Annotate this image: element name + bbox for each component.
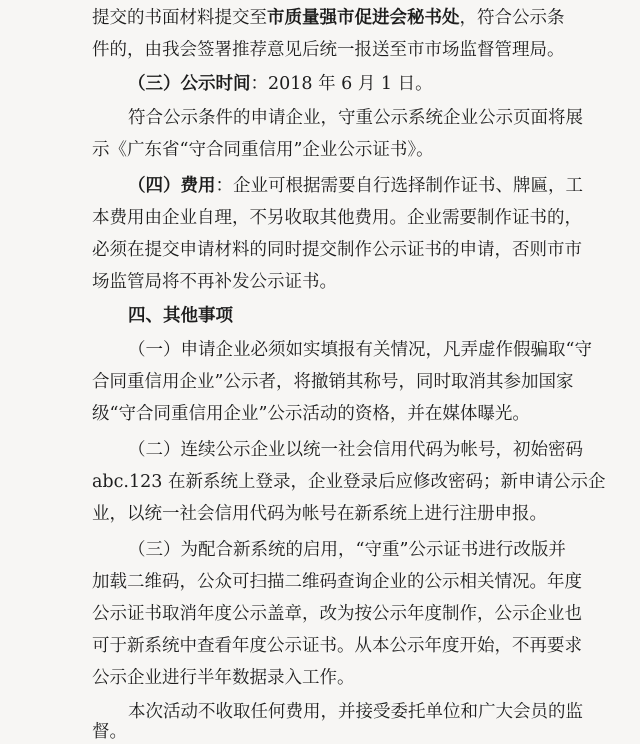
paragraph-line-22: 本次活动不收取任何费用，并接受委托单位和广大会员的监 xyxy=(128,702,583,722)
secretariat-name: 市质量强市促进会秘书处 xyxy=(267,8,460,28)
section-other-matters: 四、其他事项 xyxy=(128,306,233,326)
paragraph-line-9: 场监管局将不再补发公示证书。 xyxy=(92,272,337,292)
section-fees: （四）费用：企业可根据需要自行选择制作证书、牌匾，工 xyxy=(128,176,583,196)
paragraph-line-17: （三）为配合新系统的启用，“守重”公示证书进行改版并 xyxy=(128,540,566,560)
paragraph-line-12: 合同重信用企业”公示者，将撤销其称号，同时取消其参加国家 xyxy=(92,372,574,392)
paragraph-line-1: 提交的书面材料提交至市质量强市促进会秘书处，符合公示条 xyxy=(92,8,565,28)
paragraph-line-11: （一）申请企业必须如实填报有关情况，凡弄虚作假骗取“守 xyxy=(128,340,592,360)
paragraph-line-13: 级“守合同重信用企业”公示活动的资格，并在媒体曝光。 xyxy=(92,404,530,424)
paragraph-line-5: 示《广东省“守合同重信用”企业公示证书》。 xyxy=(92,140,434,160)
paragraph-line-16: 业，以统一社会信用代码为帐号在新系统上进行注册申报。 xyxy=(92,504,547,524)
paragraph-line-7: 本费用由企业自理，不另收取其他费用。企业需要制作证书的， xyxy=(92,208,582,228)
paragraph-line-15: abc.123 在新系统上登录，企业登录后应修改密码；新申请公示企 xyxy=(92,472,606,492)
paragraph-line-14: （二）连续公示企业以统一社会信用代码为帐号，初始密码 xyxy=(128,440,583,460)
paragraph-line-23: 督。 xyxy=(92,722,127,742)
paragraph-line-4: 符合公示条件的申请企业，守重公示系统企业公示页面将展 xyxy=(128,108,583,128)
section-heading: （四）费用 xyxy=(128,176,216,196)
section-heading: （三）公示时间 xyxy=(128,74,251,94)
paragraph-line-2: 件的，由我会签署推荐意见后统一报送至市市场监督管理局。 xyxy=(92,40,565,60)
paragraph-line-20: 可于新系统中查看年度公示证书。从本公示年度开始，不再要求 xyxy=(92,636,582,656)
paragraph-line-19: 公示证书取消年度公示盖章，改为按公示年度制作，公示企业也 xyxy=(92,604,582,624)
paragraph-line-8: 必须在提交申请材料的同时提交制作公示证书的申请，否则市市 xyxy=(92,240,582,260)
section-publicity-time: （三）公示时间：2018 年 6 月 1 日。 xyxy=(128,74,433,94)
paragraph-line-18: 加载二维码，公众可扫描二维码查询企业的公示相关情况。年度 xyxy=(92,572,582,592)
paragraph-line-21: 公示企业进行半年数据录入工作。 xyxy=(92,668,355,688)
